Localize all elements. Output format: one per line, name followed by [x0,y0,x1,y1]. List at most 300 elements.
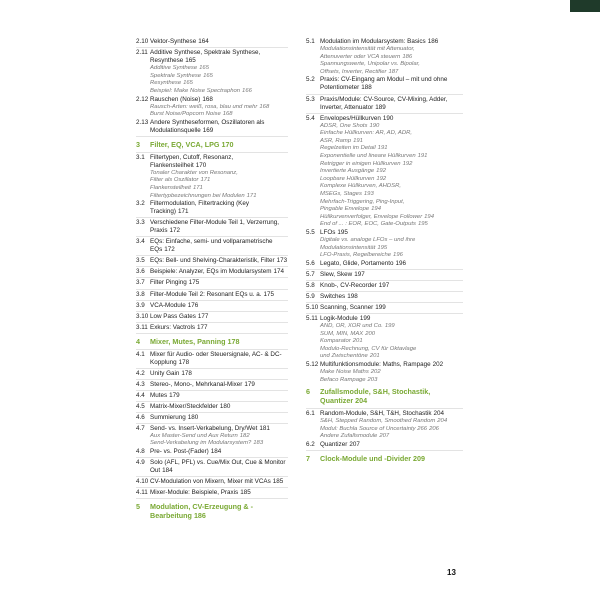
toc-body [150,177,288,185]
toc-page: 171 [178,208,189,216]
toc-entry[interactable] [306,293,463,301]
toc-subentry[interactable] [306,153,463,161]
toc-page: 165 [199,65,209,72]
toc-entry[interactable] [136,403,288,411]
toc-chapter[interactable] [306,455,463,464]
toc-subentry[interactable] [306,46,463,54]
toc-title: Retrigger in einigen Hüllkurven [320,160,401,167]
toc-entry[interactable] [136,489,288,497]
toc-body [150,302,288,310]
toc-entry[interactable] [136,302,288,310]
toc-subentry[interactable] [136,185,288,193]
divider [306,302,463,303]
toc-page: 175 [263,290,275,298]
toc-title: Burst Noise/Popcorn Noise [150,111,221,118]
toc-entry[interactable] [306,315,463,323]
toc-entry[interactable] [136,200,288,216]
toc-body [320,46,463,54]
toc-subentry[interactable] [306,353,463,361]
toc-title: Matrix-Mixer/Steckfelder [150,402,218,410]
toc-title: Solo (AFL, PFL) vs. Cue/Mix Out, Cue & Monitor Out [150,459,286,475]
toc-number [306,418,320,426]
toc-page: 186 [193,511,206,521]
toc-subentry[interactable] [136,88,288,96]
toc-number: 6 [306,387,310,397]
toc-page: 170 [195,161,207,169]
toc-title: Envelopes/Hüllkurven [320,114,381,122]
toc-body [150,478,288,486]
toc-body [150,200,288,216]
toc-body [150,88,288,96]
toc-page: 177 [197,312,209,320]
toc-number: 4.11 [136,489,148,497]
toc-body [320,54,463,62]
toc-subentry[interactable] [306,377,463,385]
toc-subentry[interactable] [306,69,463,77]
toc-title: Filtertypen, Cutoff, Resonanz, Flankensteilheit [150,153,234,169]
toc-page: 207 [379,433,390,440]
toc-entry[interactable] [136,448,288,456]
toc-page: 200 [365,330,376,337]
toc-number: 3.9 [136,301,145,309]
toc-body [320,199,463,207]
toc-subentry[interactable] [306,418,463,426]
toc-subentry[interactable] [306,199,463,207]
toc-body [320,96,463,112]
toc-body [320,260,463,268]
toc-subentry[interactable] [136,440,288,448]
toc-title: Offsets, Inverter, Rectifier [320,68,387,75]
toc-title: Komparator [320,338,351,345]
toc-title: Modulationsintensität mit Attenuator, [320,46,415,53]
toc-body [150,279,288,287]
toc-number: 2.10 [136,38,149,45]
toc-body [320,426,463,434]
toc-entry[interactable] [136,154,288,170]
toc-number [306,237,320,245]
toc-subentry[interactable] [306,206,463,214]
toc-title: Clock-Module und -Divider [320,453,412,463]
toc-page: 182 [239,432,250,439]
toc-number [306,338,320,346]
toc-subentry[interactable] [306,161,463,169]
toc-body [320,145,463,153]
toc-page: 192 [376,175,387,182]
divider [306,450,463,451]
toc-entry[interactable] [136,324,288,332]
toc-title: Mixer, Mutes, Panning [150,336,226,346]
toc-subentry[interactable] [136,111,288,119]
toc-number [306,199,320,207]
toc-title: Additive Synthese, Spektrale Synthese, Resynthese [150,49,261,65]
toc-subentry[interactable] [306,130,463,138]
toc-title: Beispiel: Make Noise Spectraphon [150,87,241,94]
toc-body [320,418,463,426]
toc-subentry[interactable] [136,80,288,88]
toc-chapter[interactable] [136,503,288,521]
toc-page: 197 [378,281,390,289]
toc-number: 6.2 [306,440,315,448]
toc-subentry[interactable] [306,338,463,346]
toc-number [306,130,320,138]
corner-tab [570,0,600,12]
toc-subentry[interactable] [136,433,288,441]
toc-body [150,403,288,411]
toc-entry[interactable] [306,38,463,46]
toc-entry[interactable] [306,282,463,290]
toc-entry[interactable] [136,49,288,65]
toc-page: 178 [227,336,240,346]
toc-page: 207 [349,440,360,448]
toc-page: 199 [359,315,371,323]
toc-body [150,370,288,378]
toc-title: Make Noise Maths [320,369,369,376]
toc-body [320,38,463,46]
toc-title: Mehrfach-Triggering, Ping-Input, [320,198,405,205]
toc-number: 5.5 [306,228,315,236]
toc-title: End of ... : EOR, EOC, Gate-Outputs [320,221,416,228]
toc-number: 5.12 [306,361,319,369]
toc-number [306,145,320,153]
toc-body [320,338,463,346]
toc-title: Rauschen (Noise) [150,95,201,103]
divider [136,390,288,391]
toc-subentry[interactable] [306,245,463,253]
toc-subentry[interactable] [306,433,463,441]
divider [136,322,288,323]
toc-title: Mixer-Module: Beispiele, Praxis [150,489,239,497]
toc-title: Flankensteilheit [150,184,191,191]
toc-title: Logik-Module [320,315,358,323]
toc-subentry[interactable] [136,104,288,112]
toc-page: 174 [273,268,284,276]
toc-page: 173 [276,257,288,265]
toc-title: Filtertypbezeichnungen bei Modulen [150,192,245,199]
toc-body [320,61,463,69]
toc-entry[interactable] [136,313,288,321]
toc-title: Additive Synthese [150,65,198,72]
toc-number [306,123,320,131]
toc-number: 3.2 [136,200,145,208]
toc-title: EQs: Bell- und Shelving-Charakteristik, Filter [150,257,275,265]
toc-subentry[interactable] [136,65,288,73]
toc-title: Resynthese [150,80,182,87]
toc-subentry[interactable] [306,123,463,131]
toc-title: Aux Master-Send und Aux Return [150,432,238,439]
toc-body [150,104,288,112]
toc-title: Andere Zufallsmodule [320,433,378,440]
toc-title: Verschiedene Filter-Module Teil 1, Verzerrung, Praxis [150,219,280,235]
divider [136,368,288,369]
divider [136,349,288,350]
toc-number: 4 [136,336,140,346]
divider [136,423,288,424]
toc-number: 5 [136,502,140,512]
divider [306,313,463,314]
toc-page: 202 [370,369,381,376]
toc-number: 5.4 [306,114,315,122]
toc-number [136,65,150,73]
divider [306,113,463,114]
toc-page: 191 [417,153,428,160]
toc-subentry[interactable] [306,61,463,69]
toc-number [306,346,320,354]
toc-body [320,304,463,312]
toc-subentry[interactable] [306,138,463,146]
toc-page: 171 [192,184,203,191]
toc-subentry[interactable] [306,145,463,153]
toc-entry[interactable] [306,441,463,449]
toc-body [320,315,463,323]
toc-number [306,168,320,176]
toc-page: 201 [352,338,363,345]
toc-entry[interactable] [306,260,463,268]
toc-page: 204 [355,396,368,406]
toc-subentry[interactable] [306,54,463,62]
toc-entry[interactable] [136,425,288,433]
toc-title: LFOs [320,228,336,236]
toc-subentry[interactable] [306,221,463,229]
toc-page: 195 [337,228,348,236]
toc-title: Komplexe Hüllkurven, AHDSR, [320,183,401,190]
toc-number [136,440,150,448]
toc-number [136,177,150,185]
toc-entry[interactable] [136,381,288,389]
toc-number: 2.12 [136,95,149,103]
toc-body [320,237,463,245]
toc-subentry[interactable] [136,170,288,178]
toc-body [320,282,463,290]
toc-chapter[interactable] [136,338,288,347]
toc-page: 175 [188,279,200,287]
toc-number [136,80,150,88]
toc-entry[interactable] [136,96,288,104]
toc-number: 4.3 [136,380,145,388]
toc-entry[interactable] [136,257,288,265]
toc-number: 6.1 [306,409,315,417]
toc-number [306,46,320,54]
toc-body [320,377,463,385]
toc-entry[interactable] [136,459,288,475]
toc-number: 3.8 [136,290,145,298]
toc-subentry[interactable] [306,331,463,339]
toc-body [320,229,463,237]
toc-page: 168 [202,95,213,103]
toc-body [320,161,463,169]
toc-entry[interactable] [136,119,288,135]
toc-page: 171 [200,177,211,184]
toc-number [306,221,320,229]
toc-entry[interactable] [306,410,463,418]
toc-body [150,338,288,347]
toc-number: 4.4 [136,391,145,399]
toc-body [150,141,288,150]
toc-title: Mixer für Audio- oder Steuersignale, AC- & DC-Kopplung [150,350,282,366]
divider [136,300,288,301]
toc-subentry[interactable] [306,168,463,176]
toc-subentry[interactable] [306,214,463,222]
toc-number [306,214,320,222]
divider [136,277,288,278]
toc-title: Multifunktionsmodule: Maths, Rampage [320,361,431,369]
toc-title: Andere Syntheseformen, Oszillatoren als Modulationsquelle [150,118,265,134]
toc-entry[interactable] [136,478,288,486]
divider [136,498,288,499]
divider [136,289,288,290]
toc-page: 166 [242,87,252,94]
toc-entry[interactable] [306,361,463,369]
toc-body [150,448,288,456]
toc-title: Scanning, Scanner [320,303,374,311]
toc-entry[interactable] [136,291,288,299]
toc-entry[interactable] [306,76,463,92]
toc-title: Digitale vs. analoge LFOs – und ihre [320,237,416,244]
toc-number [136,73,150,81]
divider [136,487,288,488]
toc-title: Quantizer [320,440,348,448]
toc-entry[interactable] [306,229,463,237]
toc-title: Spektrale Synthese [150,72,202,79]
toc-title: Mutes [150,391,168,399]
toc-body [320,138,463,146]
divider [136,47,288,48]
toc-body [320,153,463,161]
toc-entry[interactable] [136,414,288,422]
toc-entry[interactable] [136,351,288,367]
toc-title: Einfache Hüllkurven: AR, AD, ADR, [320,130,412,137]
divider [136,457,288,458]
toc-body [320,221,463,229]
toc-body [150,170,288,178]
toc-page: 165 [203,72,213,79]
toc-entry[interactable] [136,392,288,400]
toc-body [150,257,288,265]
toc-body [150,111,288,119]
toc-entry[interactable] [136,238,288,254]
toc-body [150,65,288,73]
toc-subentry[interactable] [306,237,463,245]
toc-title: Legato, Glide, Portamento [320,259,394,267]
toc-page: 196 [393,252,403,259]
toc-number [306,426,320,434]
toc-page: 206 [429,425,439,432]
toc-title: Filter Pinging [150,279,187,287]
toc-subentry[interactable] [306,191,463,199]
toc-title: Modulation im Modularsystem: Basics [320,38,426,45]
toc-subentry[interactable] [306,252,463,260]
toc-subentry[interactable] [136,193,288,201]
toc-title: Knob-, CV-Recorder [320,281,377,289]
toc-title: VCA-Module [150,301,186,309]
toc-title: Low Pass Gates [150,312,196,320]
divider [306,269,463,270]
toc-title: Modulationsintensität [320,244,376,251]
toc-entry[interactable] [306,271,463,279]
toc-subentry[interactable] [136,177,288,185]
toc-title: Zufallsmodule, S&H, Stochastik, Quantizer [320,387,431,406]
toc-body [320,361,463,369]
toc-page: 187 [388,68,399,75]
toc-subentry[interactable] [306,426,463,434]
toc-page: 183 [253,440,264,447]
toc-entry[interactable] [136,268,288,276]
toc-number: 5.3 [306,95,315,103]
page-number: 13 [447,568,456,577]
toc-subentry[interactable] [136,73,288,81]
toc-subentry[interactable] [306,346,463,354]
toc-number [306,176,320,184]
toc-entry[interactable] [306,304,463,312]
toc-number: 2.13 [136,118,149,126]
toc-page: 192 [376,168,386,175]
toc-number: 3.1 [136,153,145,161]
toc-body [320,323,463,331]
toc-page: 180 [219,402,231,410]
toc-subentry[interactable] [306,183,463,191]
toc-body [320,271,463,279]
toc-entry[interactable] [136,370,288,378]
toc-body [320,168,463,176]
toc-body [150,313,288,321]
toc-entry[interactable] [306,96,463,112]
toc-subentry[interactable] [306,323,463,331]
toc-number: 3.4 [136,238,145,246]
divider [136,255,288,256]
toc-entry[interactable] [136,219,288,235]
toc-title: EQs: Einfache, semi- und vollparametrische EQs [150,238,273,254]
toc-chapter[interactable] [136,141,288,150]
toc-entry[interactable] [136,279,288,287]
toc-number: 5.10 [306,303,319,311]
toc-title: LFO-Praxis, Regelbereiche [320,252,392,259]
toc-title: Switches [320,292,346,300]
toc-body [150,38,288,46]
toc-number [306,377,320,385]
toc-page: 172 [164,246,175,254]
toc-page: 199 [375,303,386,311]
toc-subentry[interactable] [306,176,463,184]
toc-body [320,206,463,214]
divider [136,476,288,477]
toc-entry[interactable] [136,38,288,46]
toc-number: 3.7 [136,279,145,287]
toc-page: 181 [259,424,270,432]
toc-body [320,123,463,131]
toc-chapter[interactable] [306,388,463,406]
divider [136,152,288,153]
toc-page: 184 [210,448,222,456]
toc-number [306,206,320,214]
toc-number [306,69,320,77]
toc-page: 195 [417,221,428,228]
toc-number [306,252,320,260]
toc-page: 165 [185,57,196,65]
toc-subentry[interactable] [306,369,463,377]
toc-entry[interactable] [306,115,463,123]
divider [136,333,288,334]
toc-title: Send-Verkabelung im Modularsystem? [150,440,252,447]
toc-body [320,410,463,418]
toc-body [150,503,288,521]
toc-page: 180 [187,413,199,421]
toc-number: 4.9 [136,459,145,467]
toc-title: Invertierte Ausgänge [320,168,375,175]
toc-number: 5.2 [306,76,315,84]
toc-body [150,73,288,81]
toc-title: Tonaler Charakter von Resonanz, [150,169,238,176]
toc-body [320,346,463,354]
toc-number: 4.7 [136,424,145,432]
